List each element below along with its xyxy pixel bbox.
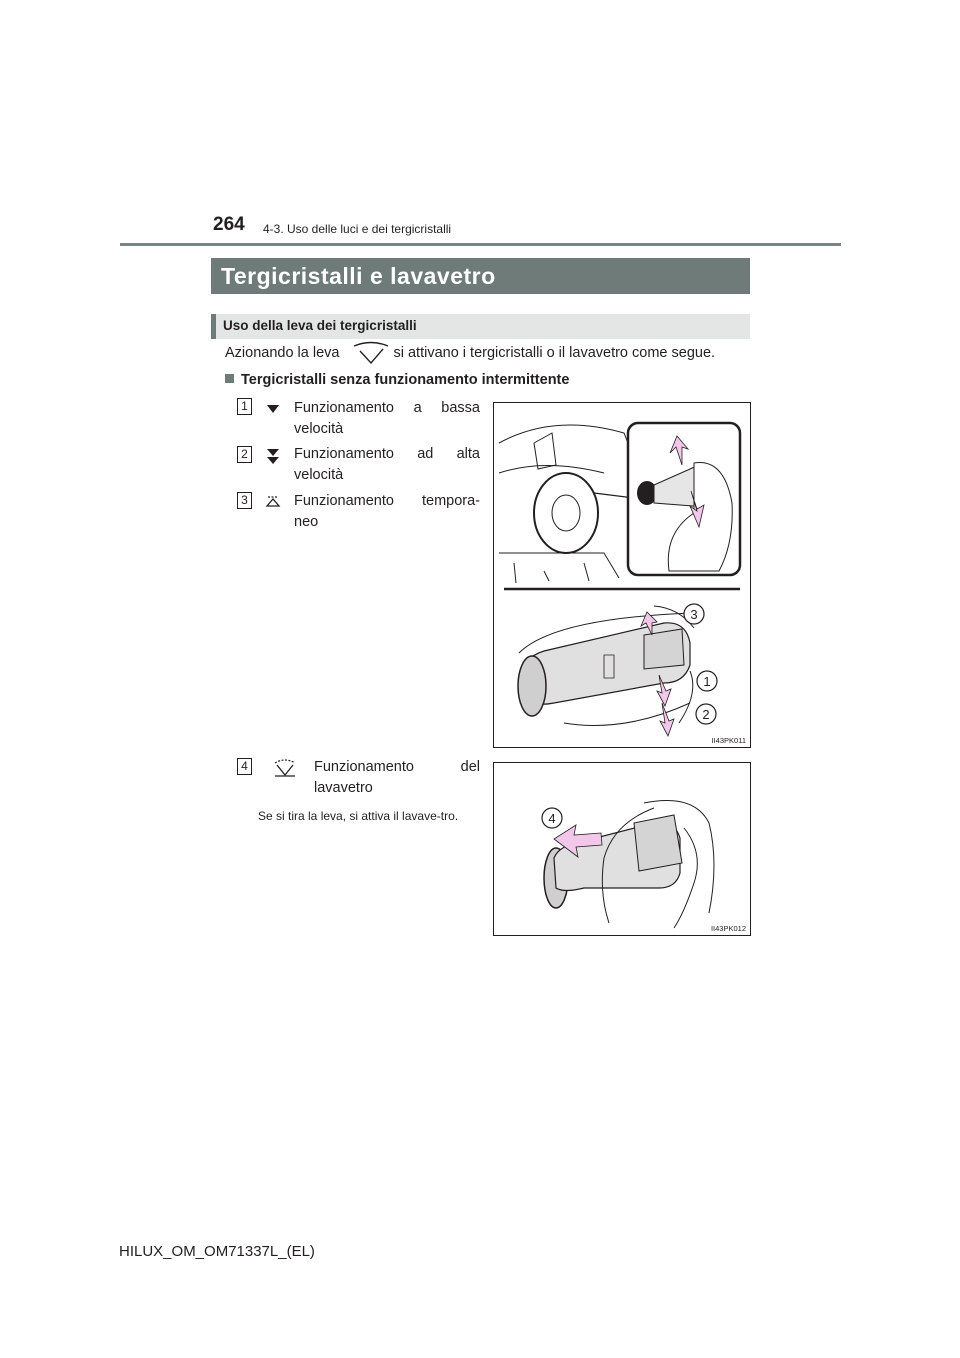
intro-text-before: Azionando la leva (225, 345, 340, 361)
figure-code-1: II43PK011 (711, 736, 746, 745)
washer-icon (272, 756, 298, 778)
low-speed-icon (264, 402, 282, 416)
section-title: Tergicristalli e lavavetro (221, 263, 496, 289)
item-text-2: Funzionamento ad alta velocità (294, 446, 480, 483)
intro-text-after: si attivano i tergicristalli o il lavavetro come segue. (393, 345, 716, 361)
callout-1: 1 (703, 674, 711, 689)
washer-figure (493, 762, 751, 936)
bullet-square-icon (225, 374, 234, 383)
footer-code: HILUX_OM_OM71337L_(EL) (119, 1243, 315, 1260)
page-number: 264 (213, 214, 245, 235)
wiper-lever-figure (493, 402, 751, 748)
wiper-lever-illustration (494, 403, 750, 747)
header-divider (120, 243, 841, 246)
item-number-4: 4 (237, 758, 252, 775)
intro-paragraph (225, 345, 715, 361)
figure-code-2: II43PK012 (710, 924, 746, 933)
high-speed-icon (264, 447, 282, 467)
mist-icon (264, 494, 282, 508)
bullet-heading-text: Tergicristalli senza funzionamento intermittente (241, 372, 570, 388)
item-text-1: Funzionamento a bassa velocità (294, 400, 480, 437)
breadcrumb: 4-3. Uso delle luci e dei tergicristalli (263, 222, 452, 236)
bullet-heading (225, 372, 569, 388)
item-number-3: 3 (237, 492, 252, 509)
subsection-title: Uso della leva dei tergicristalli (223, 318, 417, 333)
wiper-lever-icon (351, 340, 391, 366)
washer-illustration (494, 763, 750, 935)
callout-4: 4 (548, 811, 556, 826)
subsection-accent (211, 314, 216, 339)
item-text-3: Funzionamento tempora-neo (294, 493, 480, 530)
callout-3: 3 (690, 607, 698, 622)
item-number-1: 1 (237, 398, 252, 415)
item-number-2: 2 (237, 446, 252, 463)
washer-note: Se si tira la leva, si attiva il lavave-tro. (258, 809, 459, 823)
item-text-4: Funzionamento del lavavetro (314, 759, 480, 796)
callout-2: 2 (702, 707, 710, 722)
